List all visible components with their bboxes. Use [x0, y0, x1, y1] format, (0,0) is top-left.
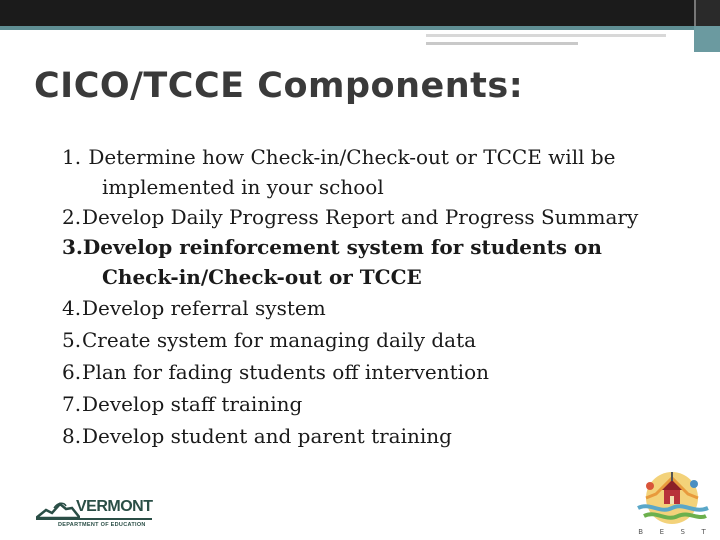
item-text: Develop student and parent training — [82, 424, 452, 448]
mountain-icon — [36, 500, 80, 520]
slide-title: CICO/TCCE Components: — [34, 66, 524, 106]
emblem-letter: S — [680, 528, 685, 536]
list-item: 8.Develop student and parent training — [62, 424, 452, 448]
list-item — [62, 232, 682, 292]
item-text: Develop Daily Progress Report and Progress Summary — [82, 205, 639, 229]
top-decorative-bar — [0, 0, 720, 26]
item-number: 3. — [62, 235, 83, 259]
schoolhouse-icon — [630, 464, 714, 528]
vermont-logo — [36, 496, 156, 530]
item-text: Develop referral system — [82, 296, 326, 320]
emblem-letters — [630, 528, 714, 536]
list-item: 4.Develop referral system — [62, 296, 326, 320]
emblem-letter: E — [659, 528, 664, 536]
logo-divider — [36, 518, 152, 520]
components-list — [62, 142, 682, 452]
emblem-letter: B — [638, 528, 644, 536]
pbis-emblem — [630, 464, 714, 538]
item-text: Determine how Check-in/Check-out or TCCE will be implemented in your school — [88, 145, 616, 199]
list-item: 7.Develop staff training — [62, 392, 303, 416]
list-item: 6.Plan for fading students off intervention — [62, 360, 489, 384]
list-item: 1. Determine how Check-in/Check-out or TCCE will be implemented in your school — [62, 145, 616, 199]
item-text: Plan for fading students off intervention — [82, 360, 489, 384]
list-item: 2.Develop Daily Progress Report and Progress Summary — [62, 205, 639, 229]
accent-line — [426, 42, 578, 45]
item-text: Develop staff training — [82, 392, 303, 416]
logo-subtitle: DEPARTMENT OF EDUCATION — [58, 522, 146, 528]
corner-accent — [694, 0, 720, 26]
accent-line — [426, 34, 666, 37]
logo-wordmark: VERMONT — [76, 498, 153, 515]
teal-accent-bar — [0, 26, 720, 30]
item-text: Create system for managing daily data — [82, 328, 477, 352]
emblem-letter: T — [701, 528, 706, 536]
item-text: Develop reinforcement system for students on Check-in/Check-out or TCCE — [82, 235, 602, 289]
list-item: 5.Create system for managing daily data — [62, 328, 477, 352]
